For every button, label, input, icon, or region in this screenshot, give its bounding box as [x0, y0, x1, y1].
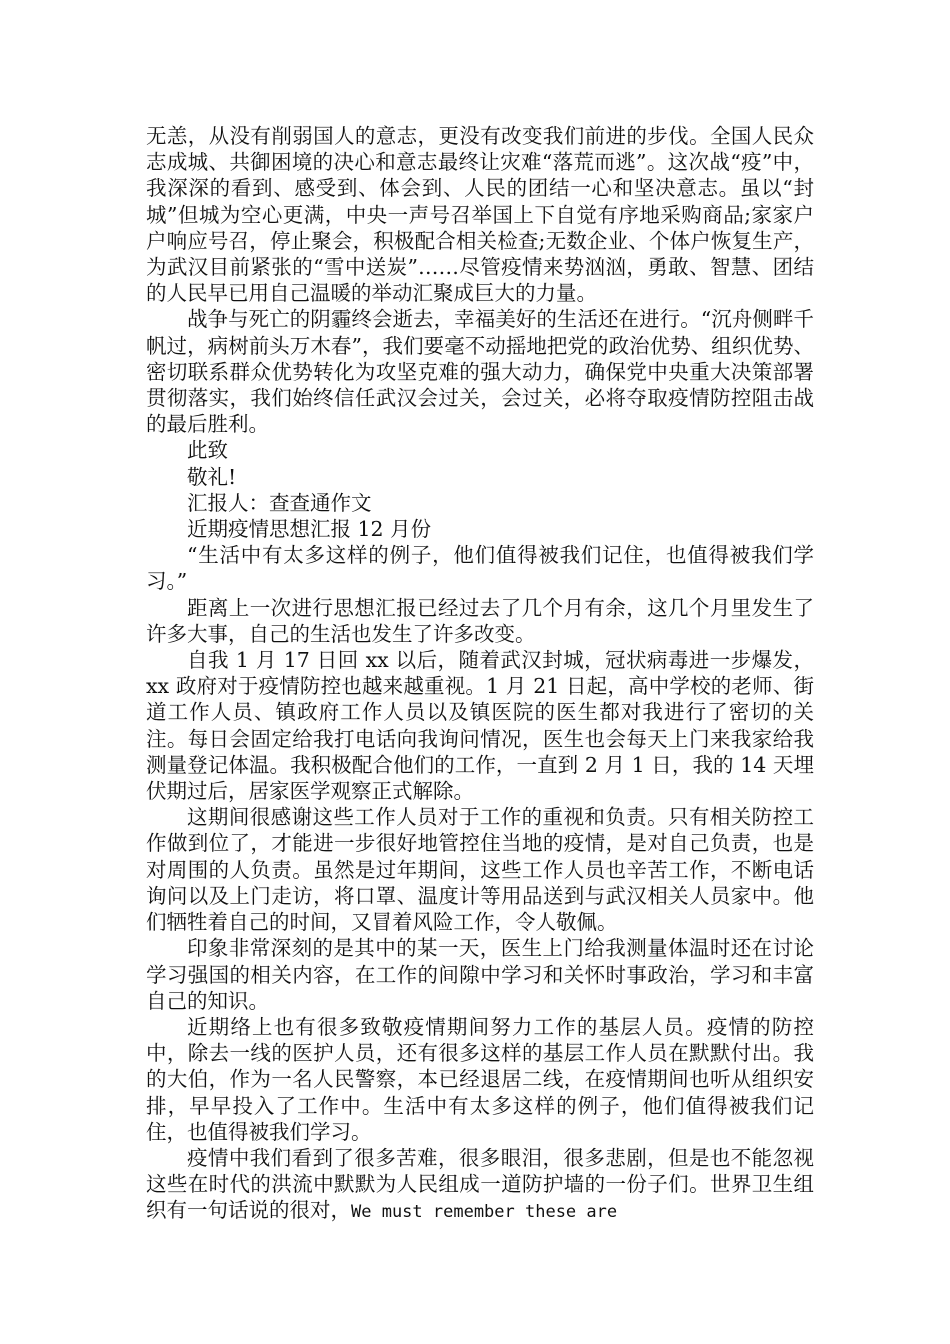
- paragraph-gratitude: 这期间很感谢这些工作人员对于工作的重视和负责。只有相关防控工作做到位了，才能进一步很好地管控住当地的疫情，是对自己负责，也是对周围的人负责。虽然是过年期间，这些工作人员也辛苦工作，不断电话询问以及上门走访，将口罩、温度计等用品送到与武汉相关人员家中。他们牺牲着自己的时间，又冒着风险工作，令人敬佩。: [146, 805, 814, 935]
- paragraph-grassroots: 近期络上也有很多致敬疫情期间努力工作的基层人员。疫情的防控中，除去一线的医护人员，还有很多这样的基层工作人员在默默付出。我的大伯，作为一名人民警察，本已经退居二线，在疫情期间也听从组织安排，早早投入了工作中。生活中有太多这样的例子，他们值得被我们记住，也值得被我们学习。: [146, 1014, 814, 1144]
- paragraph-final-text: 疫情中我们看到了很多苦难，很多眼泪，很多悲剧，但是也不能忽视这些在时代的洪流中默默为人民组成一道防护墙的一份子们。世界卫生组织有一句话说的很对，: [146, 1145, 814, 1223]
- paragraph-quarantine: 自我 1 月 17 日回 xx 以后，随着武汉封城，冠状病毒进一步爆发，xx 政府对于疫情防控也越来越重视。1 月 21 日起，高中学校的老师、街道工作人员、镇政府工作人员以及镇医院的医生都对我进行了密切的关注。每日会固定给我打电话向我询问情况，医生也会每天上门来我家给我测量登记体温。我积极配合他们的工作，一直到 2 月 1 日，我的 14 天埋伏期过后，居家医学观察正式解除。: [146, 648, 814, 804]
- paragraph-impression: 印象非常深刻的是其中的某一天，医生上门给我测量体温时还在讨论学习强国的相关内容，在工作的间隙中学习和关怀时事政治，学习和丰富自己的知识。: [146, 936, 814, 1013]
- reporter-signature: 汇报人：查查通作文: [187, 490, 372, 515]
- closing-salutation: 此致: [187, 438, 228, 463]
- closing-regards: 敬礼!: [187, 464, 237, 489]
- paragraph-intro: 距离上一次进行思想汇报已经过去了几个月有余，这几个月里发生了许多大事，自己的生活也发生了许多改变。: [146, 595, 814, 646]
- english-quote: We must remember these are: [351, 1202, 618, 1223]
- quote-paragraph: “生活中有太多这样的例子，他们值得被我们记住，也值得被我们学习。”: [146, 543, 814, 594]
- paragraph-conclusion: 战争与死亡的阴霾终会逝去，幸福美好的生活还在进行。“沉舟侧畔千帆过，病树前头万木春”，我们要毫不动摇地把党的政治优势、组织优势、密切联系群众优势转化为攻坚克难的强大动力，确保党中央重大决策部署贯彻落实，我们始终信任武汉会过关，会过关，必将夺取疫情防控阻击战的最后胜利。: [146, 307, 814, 437]
- section-title: 近期疫情思想汇报 12 月份: [187, 517, 432, 542]
- document-page: [146, 123, 814, 1226]
- paragraph-final: [146, 1145, 814, 1226]
- paragraph-continuation: 无恙，从没有削弱国人的意志，更没有改变我们前进的步伐。全国人民众志成城、共御困境的决心和意志最终让灾难“落荒而逃”。这次战“疫”中，我深深的看到、感受到、体会到、人民的团结一心和坚决意志。虽以“封城”但城为空心更满，中央一声号召举国上下自觉有序地采购商品;家家户户响应号召，停止聚会，积极配合相关检查;无数企业、个体户恢复生产，为武汉目前紧张的“雪中送炭”……尽管疫情来势汹汹，勇敢、智慧、团结的人民早已用自己温暖的举动汇聚成巨大的力量。: [146, 124, 814, 306]
